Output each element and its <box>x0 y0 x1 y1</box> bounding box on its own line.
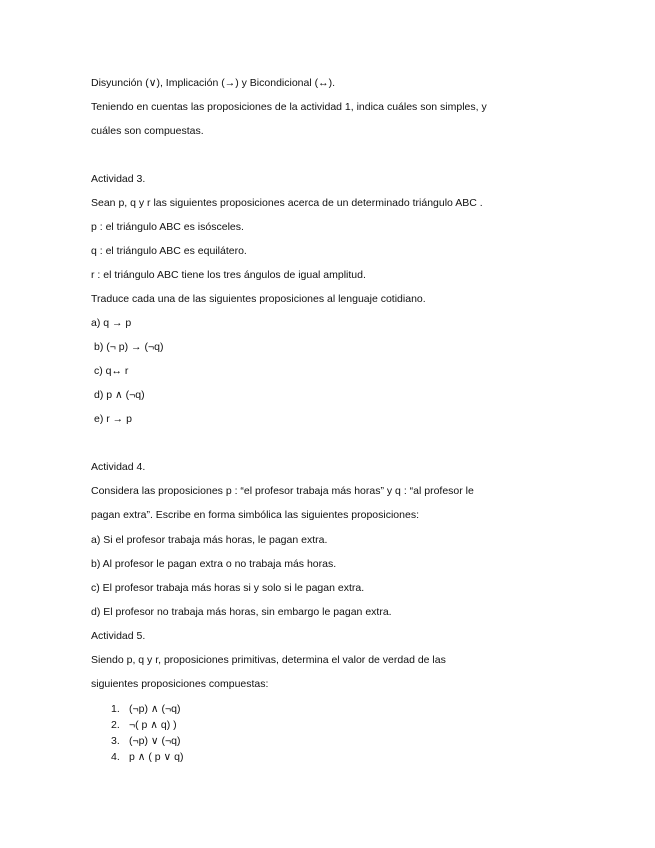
activity-5-line-1: Siendo p, q y r, proposiciones primitivas, determina el valor de verdad de las <box>91 654 446 666</box>
list-number: 3. <box>111 735 120 747</box>
activity-3-item-e: e) r → p <box>94 413 132 425</box>
activity-3-instruction: Traduce cada una de las siguientes proposiciones al lenguaje cotidiano. <box>91 293 426 305</box>
list-text: (¬p) ∧ (¬q) <box>129 703 181 715</box>
activity-4-item-d: d) El profesor no trabaja más horas, sin embargo le pagan extra. <box>91 606 392 618</box>
proposition-p: p : el triángulo ABC es isósceles. <box>91 221 244 233</box>
intro-line-3: cuáles son compuestas. <box>91 125 204 137</box>
activity-5-line-2: siguientes proposiciones compuestas: <box>91 678 269 690</box>
activity-3-item-b: b) (¬ p) → (¬q) <box>94 341 164 353</box>
list-text: (¬p) ∨ (¬q) <box>129 735 181 747</box>
activity-4-item-b: b) Al profesor le pagan extra o no trabaja más horas. <box>91 558 337 570</box>
activity-4-item-c: c) El profesor trabaja más horas si y solo si le pagan extra. <box>91 582 365 594</box>
activity-4-item-a: a) Si el profesor trabaja más horas, le pagan extra. <box>91 534 328 546</box>
activity-3-item-a: a) q → p <box>91 317 132 329</box>
activity-4-line-1: Considera las proposiciones p : “el profesor trabaja más horas” y q : “al profesor le <box>91 485 474 497</box>
list-number: 4. <box>111 751 120 763</box>
activity-4-title: Actividad 4. <box>91 461 146 473</box>
list-number: 2. <box>111 719 120 731</box>
ordered-list-item <box>111 734 180 748</box>
activity-3-item-d: d) p ∧ (¬q) <box>94 389 145 401</box>
proposition-r: r : el triángulo ABC tiene los tres ángulos de igual amplitud. <box>91 269 366 281</box>
intro-line-1: Disyunción (∨), Implicación (→) y Bicondicional (↔). <box>91 77 336 89</box>
activity-3-line-1: Sean p, q y r las siguientes proposiciones acerca de un determinado triángulo ABC . <box>91 197 483 209</box>
activity-3-title: Actividad 3. <box>91 173 146 185</box>
ordered-list-item <box>111 702 180 716</box>
activity-3-item-c: c) q↔ r <box>94 365 129 377</box>
ordered-list-item <box>111 750 183 764</box>
proposition-q: q : el triángulo ABC es equilátero. <box>91 245 247 257</box>
activity-5-title: Actividad 5. <box>91 630 146 642</box>
ordered-list-item <box>111 718 177 732</box>
activity-4-line-2: pagan extra”. Escribe en forma simbólica las siguientes proposiciones: <box>91 509 419 521</box>
list-number: 1. <box>111 703 120 715</box>
list-text: ¬( p ∧ q) ) <box>129 719 177 731</box>
list-text: p ∧ ( p ∨ q) <box>129 751 184 763</box>
intro-line-2: Teniendo en cuentas las proposiciones de la actividad 1, indica cuáles son simples, y <box>91 101 487 113</box>
